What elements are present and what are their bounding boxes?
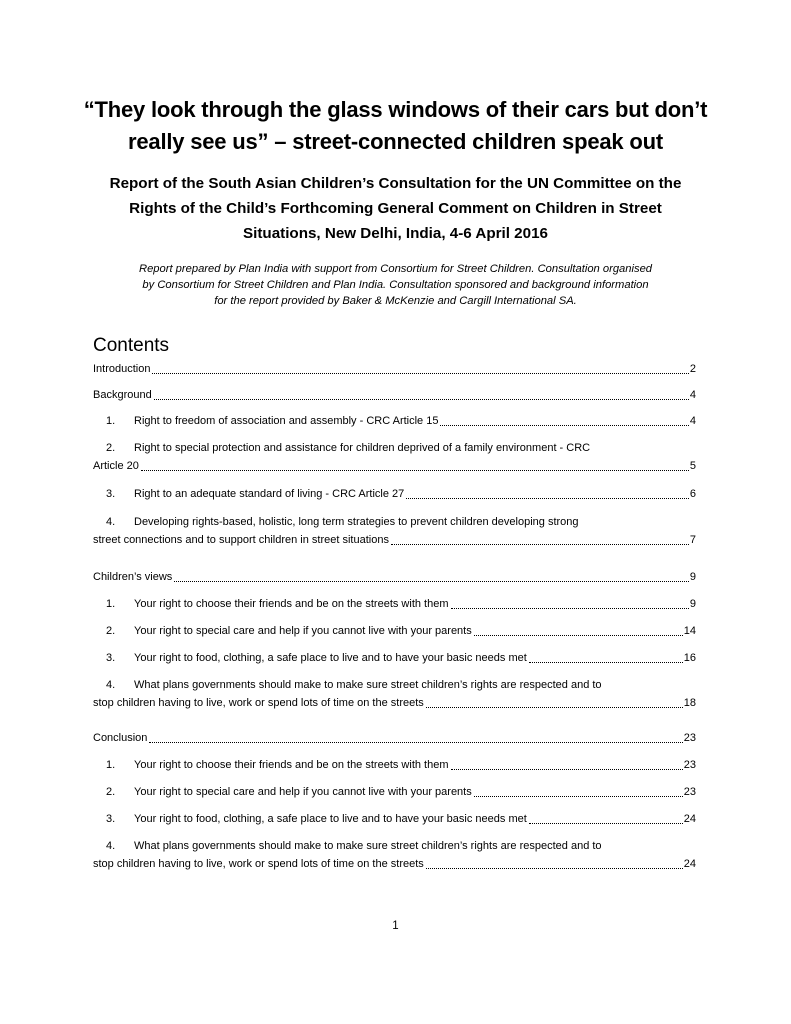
toc-entry[interactable] xyxy=(93,386,696,404)
toc-entry-number: 4. xyxy=(106,516,116,528)
toc-entry-title: street connections and to support children in street situations xyxy=(93,534,389,546)
toc-dot-leader xyxy=(426,706,683,708)
page-number: 1 xyxy=(392,920,399,932)
title-line-1: “They look through the glass windows of their cars but don’t xyxy=(83,97,708,122)
toc-page-number: 24 xyxy=(683,858,696,870)
document-subtitle xyxy=(70,171,721,246)
toc-dot-leader xyxy=(152,372,688,374)
toc-dot-leader xyxy=(149,741,682,743)
contents-heading: Contents xyxy=(93,335,170,356)
toc-entry-title: Children’s views xyxy=(93,571,173,583)
toc-entry[interactable] xyxy=(93,649,696,667)
toc-page-number: 23 xyxy=(683,759,696,771)
toc-entry[interactable] xyxy=(93,676,696,712)
toc-entry-title: Background xyxy=(93,389,152,401)
toc-entry[interactable] xyxy=(93,568,696,586)
byline-line-3: for the report provided by Baker & McKenzie and Cargill International SA. xyxy=(214,295,577,307)
toc-page-number: 5 xyxy=(689,460,696,472)
toc-entry-number: 1. xyxy=(106,598,116,610)
toc-page-number: 23 xyxy=(683,732,696,744)
subtitle-line-3: Situations, New Delhi, India, 4-6 April 2016 xyxy=(243,225,548,242)
toc-dot-leader xyxy=(391,543,689,545)
toc-page-number: 18 xyxy=(683,697,696,709)
toc-entry-title: Conclusion xyxy=(93,732,148,744)
toc-entry[interactable] xyxy=(93,412,696,430)
toc-entry[interactable] xyxy=(93,622,696,640)
toc-entry-title: Your right to food, clothing, a safe place to live and to have your basic needs met xyxy=(134,813,527,825)
toc-entry-title: What plans governments should make to make sure street children’s rights are respected and to xyxy=(134,840,602,852)
toc-entry-number: 4. xyxy=(106,840,116,852)
toc-page-number: 16 xyxy=(683,652,696,664)
toc-entry-number: 1. xyxy=(106,759,116,771)
toc-dot-leader xyxy=(406,497,689,499)
toc-entry-number: 1. xyxy=(106,415,116,427)
toc-page-number: 6 xyxy=(689,488,696,500)
toc-entry-number: 3. xyxy=(106,488,116,500)
toc-entry-number: 2. xyxy=(106,625,116,637)
title-line-2: really see us” – street-connected children speak out xyxy=(128,129,663,154)
toc-dot-leader xyxy=(440,424,688,426)
toc-entry[interactable] xyxy=(93,439,696,475)
subtitle-line-1: Report of the South Asian Children’s Consultation for the UN Committee on the xyxy=(109,175,682,192)
report-byline xyxy=(88,261,703,309)
byline-line-2: by Consortium for Street Children and Plan India. Consultation sponsored and background information xyxy=(142,279,649,291)
toc-entry[interactable] xyxy=(93,783,696,801)
toc-page-number: 7 xyxy=(689,534,696,546)
toc-dot-leader xyxy=(529,822,683,824)
toc-entry-title: Your right to choose their friends and be on the streets with them xyxy=(134,759,449,771)
toc-entry-title: Your right to special care and help if you cannot live with your parents xyxy=(134,786,472,798)
toc-entry-title: Your right to food, clothing, a safe place to live and to have your basic needs met xyxy=(134,652,527,664)
toc-entry-title: Your right to special care and help if you cannot live with your parents xyxy=(134,625,472,637)
toc-entry[interactable] xyxy=(93,485,696,503)
toc-entry-number: 4. xyxy=(106,679,116,691)
toc-page-number: 14 xyxy=(683,625,696,637)
toc-page-number: 4 xyxy=(689,389,696,401)
toc-entry[interactable] xyxy=(93,837,696,873)
toc-page-number: 9 xyxy=(689,598,696,610)
toc-entry-title: Right to freedom of association and assembly - CRC Article 15 xyxy=(134,415,439,427)
toc-entry-title: Right to an adequate standard of living - CRC Article 27 xyxy=(134,488,405,500)
toc-page-number: 23 xyxy=(683,786,696,798)
toc-entry[interactable] xyxy=(93,810,696,828)
toc-page-number: 4 xyxy=(689,415,696,427)
toc-entry[interactable] xyxy=(93,756,696,774)
toc-dot-leader xyxy=(474,795,683,797)
toc-entry-title: Introduction xyxy=(93,363,151,375)
toc-entry[interactable] xyxy=(93,513,696,549)
toc-entry-title: What plans governments should make to make sure street children’s rights are respected and to xyxy=(134,679,602,691)
toc-entry[interactable] xyxy=(93,360,696,378)
toc-entry-title: stop children having to live, work or spend lots of time on the streets xyxy=(93,697,424,709)
toc-entry-title: Right to special protection and assistance for children deprived of a family environment - CRC xyxy=(134,442,591,454)
toc-entry-number: 2. xyxy=(106,442,116,454)
byline-line-1: Report prepared by Plan India with support from Consortium for Street Children. Consultation organised xyxy=(138,263,653,275)
toc-dot-leader xyxy=(451,768,683,770)
toc-dot-leader xyxy=(474,634,683,636)
toc-entry-number: 3. xyxy=(106,813,116,825)
toc-entry-title: Your right to choose their friends and be on the streets with them xyxy=(134,598,449,610)
toc-dot-leader xyxy=(154,398,689,400)
toc-entry-title: stop children having to live, work or spend lots of time on the streets xyxy=(93,858,424,870)
toc-dot-leader xyxy=(426,867,683,869)
toc-entry-title: Developing rights-based, holistic, long term strategies to prevent children developing strong xyxy=(134,516,579,528)
toc-dot-leader xyxy=(451,607,689,609)
toc-entry-title: Article 20 xyxy=(93,460,139,472)
toc-page-number: 2 xyxy=(689,363,696,375)
toc-dot-leader xyxy=(141,469,689,471)
toc-entry-number: 3. xyxy=(106,652,116,664)
document-title xyxy=(60,94,731,158)
toc-page-number: 24 xyxy=(683,813,696,825)
toc-entry[interactable] xyxy=(93,729,696,747)
toc-entry-number: 2. xyxy=(106,786,116,798)
toc-dot-leader xyxy=(174,580,689,582)
toc-page-number: 9 xyxy=(689,571,696,583)
toc-entry[interactable] xyxy=(93,595,696,613)
toc-dot-leader xyxy=(529,661,683,663)
subtitle-line-2: Rights of the Child’s Forthcoming General Comment on Children in Street xyxy=(129,200,662,217)
